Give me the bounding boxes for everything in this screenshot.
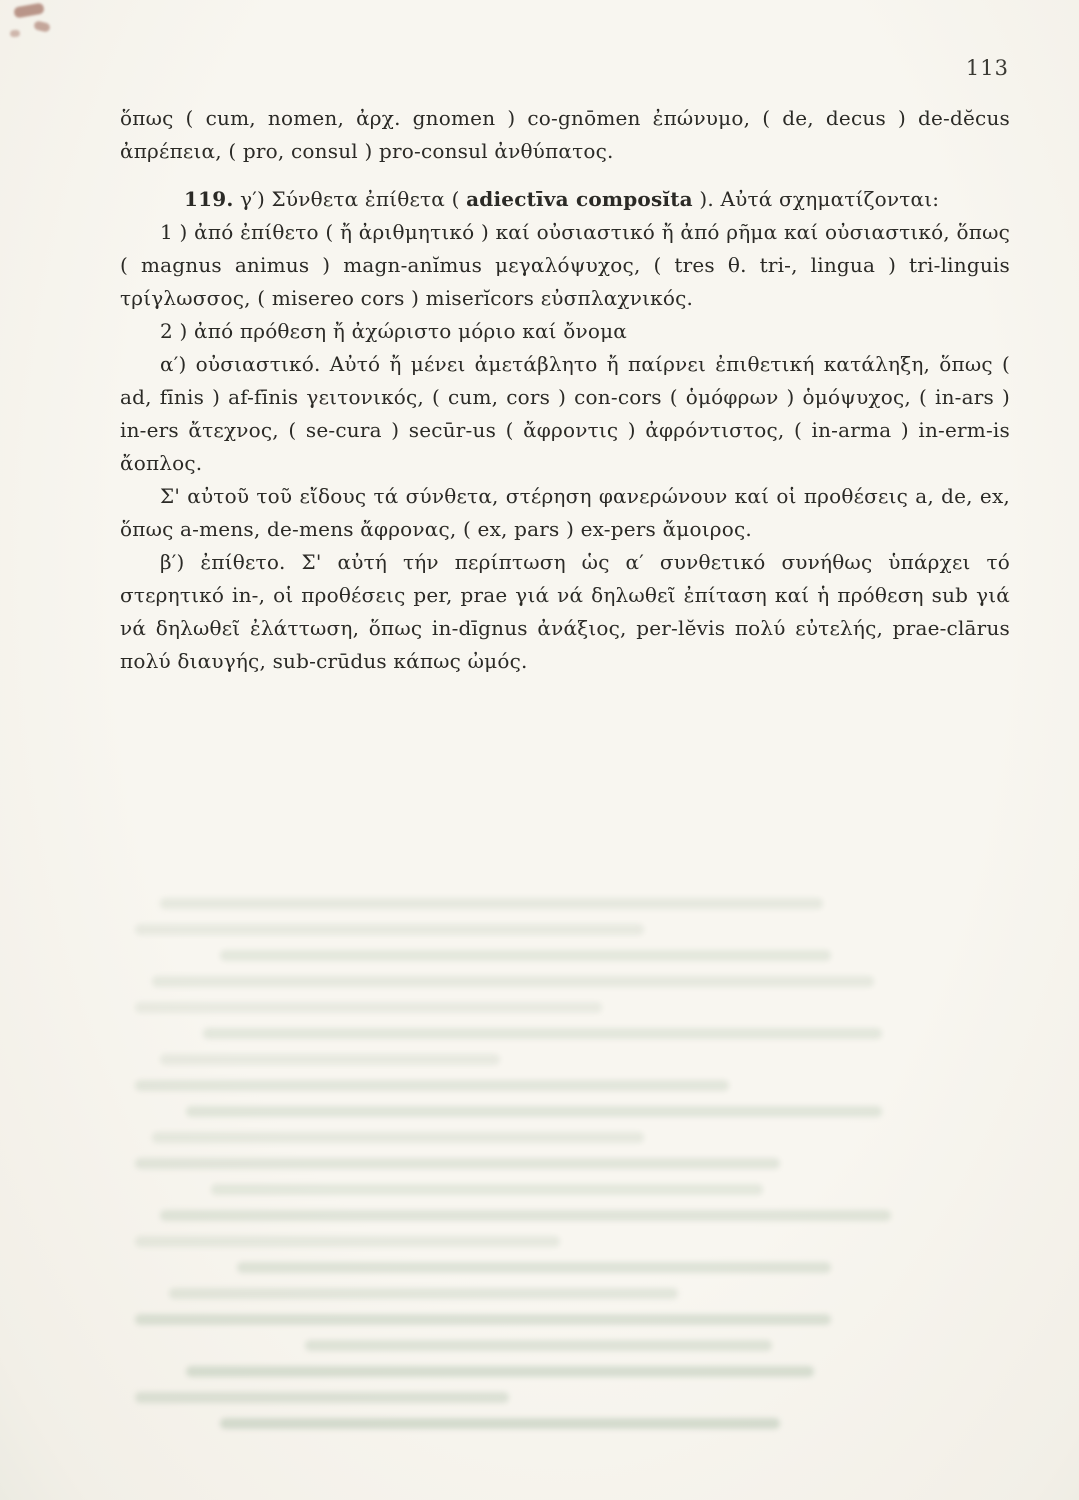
bleed-line: [152, 976, 874, 987]
bleed-line: [160, 898, 822, 909]
bleed-line: [135, 924, 644, 935]
paragraph-item-2: 2 ) ἀπό πρόθεση ἤ ἀχώριστο μόριο καί ὄνομα: [160, 319, 628, 343]
bleed-line: [203, 1028, 882, 1039]
ink-smudge: [10, 30, 20, 38]
ink-smudge: [33, 20, 51, 33]
bleed-line: [135, 1392, 509, 1403]
bleed-line: [220, 1418, 780, 1429]
text-block: [120, 102, 1010, 678]
section-heading-tail: ). Αὐτά σχηματίζονται:: [692, 187, 940, 211]
bleed-line: [135, 1158, 780, 1169]
paragraph-section-119: [120, 183, 1010, 216]
bleed-line: [169, 1288, 678, 1299]
bleed-line: [135, 1314, 831, 1325]
paragraph-item-2-alpha: α′) οὐσιαστικό. Αὐτό ἤ μένει ἀμετάβλητο ἤ παίρνει ἐπιθετική κατάληξη, ὅπως ( ad, fīnis ) af-fīnis γειτονικός, ( cum, cors ) con-cors ( ὁμόφρων ) ὁμόψυχος, ( in-ars ) in-ers ἄτεχνος, ( se-cura ) secūr-us ( ἄφροντις ) ἀφρόντιστος, ( in-arma ) in-erm-is ἄοπλος.: [120, 352, 1010, 475]
section-heading-text: γ′) Σύνθετα ἐπίθετα (: [233, 187, 467, 211]
bleed-line: [135, 1236, 560, 1247]
bleed-line: [152, 1132, 644, 1143]
bleed-line: [160, 1210, 890, 1221]
paragraph-item-2-alpha-note: Σ' αὐτοῦ τοῦ εἴδους τά σύνθετα, στέρηση φανερώνουν καί οἱ προθέσεις a, de, ex, ὅπως a-mens, de-mens ἄφρονας, ( ex, pars ) ex-pers ἄμοιρος.: [120, 484, 1010, 541]
paragraph-item-2-beta: β′) ἐπίθετο. Σ' αὐτή τήν περίπτωση ὡς α′ συνθετικό συνήθως ὑπάρχει τό στερητικό in-, οἱ προθέσεις per, prae γιά νά δηλωθεῖ ἐπίταση καί ἡ πρόθεση sub γιά νά δηλωθεῖ ἐλάττωση, ὅπως in-dīgnus ἀνάξιος, per-lĕvis πολύ εὐτελής, prae-clārus πολύ διαυγής, sub-crūdus κάπως ὠμός.: [120, 550, 1010, 673]
bleed-line: [135, 1002, 602, 1013]
paragraph-continuation: ὅπως ( cum, nomen, ἀρχ. gnomen ) co-gnōmen ἐπώνυμο, ( de, decus ) de-dĕcus ἀπρέπεια, ( pro, consul ) pro-consul ἀνθύπατος.: [120, 106, 1010, 163]
bleed-line: [237, 1262, 831, 1273]
latin-term-bold: adiectīva composĭta: [466, 187, 693, 211]
bleed-line: [186, 1366, 814, 1377]
bleed-through-text: [135, 898, 984, 1444]
bleed-line: [220, 950, 831, 961]
ink-smudge: [13, 2, 44, 18]
bleed-line: [135, 1080, 729, 1091]
page-number: 113: [965, 56, 1009, 80]
bleed-line: [160, 1054, 500, 1065]
paragraph-item-1: 1 ) ἀπό ἐπίθετο ( ἤ ἀριθμητικό ) καί οὐσιαστικό ἤ ἀπό ρῆμα καί οὐσιαστικό, ὅπως ( magnus animus ) magn-anĭmus μεγαλόψυχος, ( tres θ. tri-, lingua ) tri-linguis τρίγλωσσος, ( misereo cors ) miserĭcors εὐσπλαχνικός.: [120, 220, 1010, 310]
bleed-line: [211, 1184, 763, 1195]
bleed-line: [186, 1106, 882, 1117]
section-number: 119.: [184, 187, 234, 211]
bleed-line: [305, 1340, 772, 1351]
